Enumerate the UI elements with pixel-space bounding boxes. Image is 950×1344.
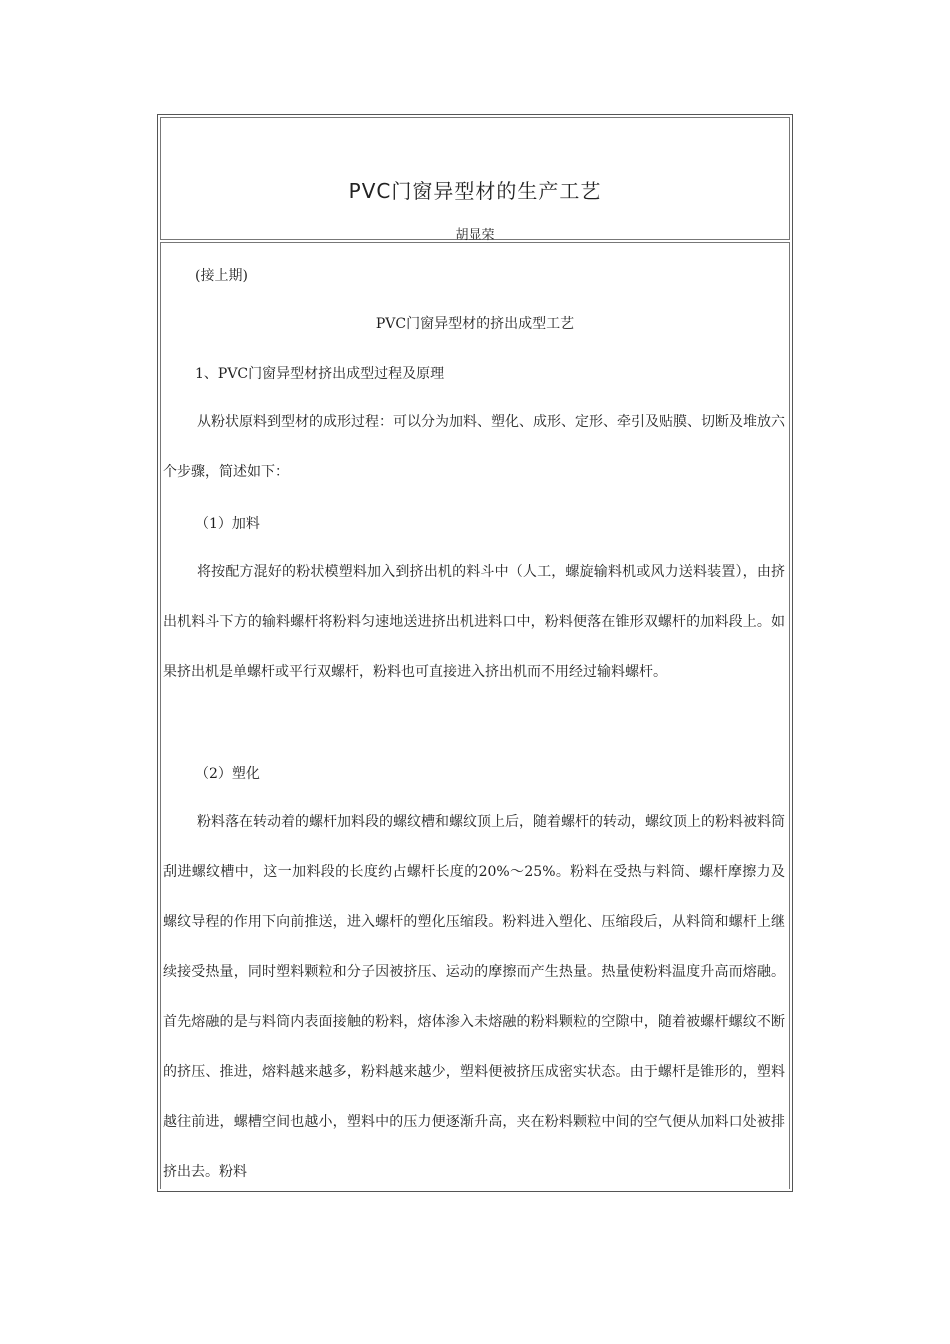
heading-1: 1、PVC门窗异型材挤出成型过程及原理 [195,366,445,382]
section-title: PVC门窗异型材的挤出成型工艺 [375,316,575,332]
document-table [157,114,793,1192]
intro-paragraph: 从粉状原料到型材的成形过程：可以分为加料、塑化、成形、定形、牵引及贴膜、切断及堆放六个步骤，简述如下： [163,414,785,480]
document-title: PVC门窗异型材的生产工艺 [348,179,602,203]
step-1-title: （1）加料 [195,516,260,532]
continued-note: (接上期) [195,268,248,284]
step-2-title: （2）塑化 [195,766,260,782]
title-cell [160,117,790,243]
step-2-paragraph: 粉料落在转动着的螺杆加料段的螺纹槽和螺纹顶上后，随着螺杆的转动，螺纹顶上的粉料被料筒刮进螺纹槽中，这一加料段的长度约占螺杆长度的20%～25%。粉料在受热与料筒、螺杆摩擦力及螺纹导程的作用下向前推送，进入螺杆的塑化压缩段。粉料进入塑化、压缩段后，从料筒和螺杆上继续接受热量，同时塑料颗粒和分子因被挤压、运动的摩擦而产生热量。热量使粉料温度升高而熔融。首先熔融的是与料筒内表面接触的粉料，熔体渗入未熔融的粉料颗粒的空隙中，随着被螺杆螺纹不断的挤压、推进，熔料越来越多，粉料越来越少，塑料便被挤压成密实状态。由于螺杆是锥形的，塑料越往前进，螺槽空间也越小，塑料中的压力便逐渐升高，夹在粉料颗粒中间的空气便从加料口处被排挤出去。粉料 [163,814,785,1180]
author-name: 胡显荣 [455,228,495,243]
step-1-paragraph: 将按配方混好的粉状模塑料加入到挤出机的料斗中（人工，螺旋输料机或风力送料装置），由挤出机料斗下方的输料螺杆将粉料匀速地送进挤出机进料口中，粉料便落在锥形双螺杆的加料段上。如果挤出机是单螺杆或平行双螺杆，粉料也可直接进入挤出机而不用经过输料螺杆。 [163,564,785,680]
body-cell [160,242,790,1189]
